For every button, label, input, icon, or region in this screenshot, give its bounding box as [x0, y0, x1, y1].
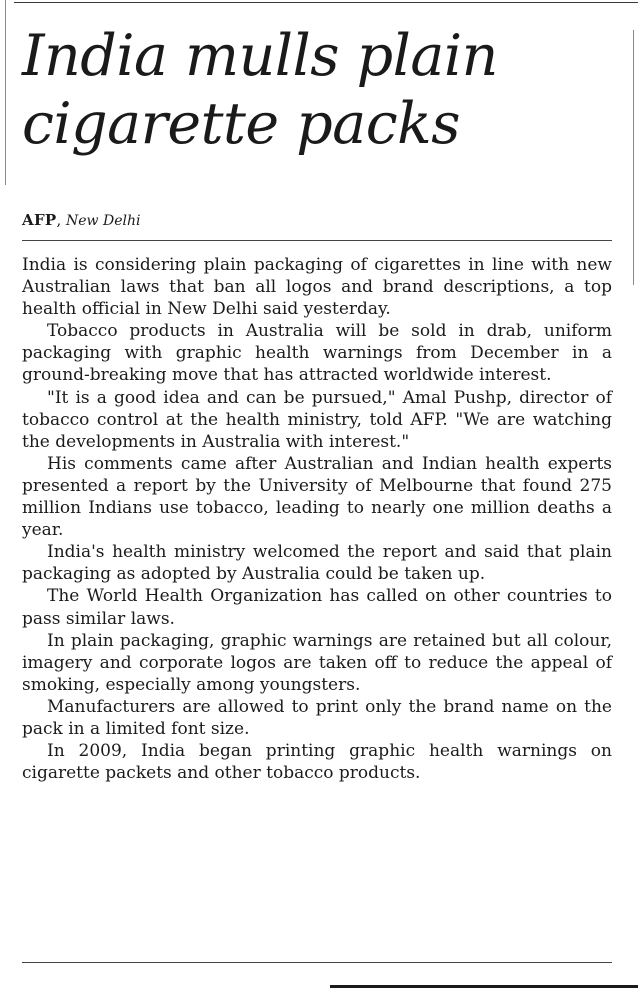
paragraph-6: The World Health Organization has called on other countries to pass similar laws. — [22, 586, 612, 629]
byline-divider — [22, 240, 612, 241]
paragraph-8: Manufacturers are allowed to print only the brand name on the pack in a limited font size. — [22, 696, 612, 739]
paragraph-2: Tobacco products in Australia will be sold in drab, uniform packaging with graphic health warnings from December in a ground-breaking move that has attracted worldwide interest. — [22, 321, 612, 386]
paragraph-7: In plain packaging, graphic warnings are retained but all colour, imagery and corporate logos are taken off to reduce the appeal of smoking, especially among youngsters. — [22, 630, 612, 695]
left-column-rule — [5, 0, 6, 185]
article-body — [22, 254, 612, 784]
paragraph-9: In 2009, India began printing graphic health warnings on cigarette packets and other tobacco products. — [22, 741, 612, 784]
byline-location: New Delhi — [66, 213, 141, 229]
bottom-bar — [330, 985, 638, 988]
bottom-divider — [22, 962, 612, 963]
paragraph-5: India's health ministry welcomed the report and said that plain packaging as adopted by Australia could be taken up. — [22, 542, 612, 585]
paragraph-1: India is considering plain packaging of cigarettes in line with new Australian laws that ban all logos and brand descriptions, a top health official in New Delhi said yesterday. — [22, 255, 612, 320]
headline: India mulls plain cigarette packs — [22, 23, 498, 157]
byline-separator: , — [56, 211, 67, 229]
byline-agency: AFP — [22, 211, 57, 229]
byline — [22, 210, 140, 231]
paragraph-3: "It is a good idea and can be pursued," Amal Pushp, director of tobacco control at the health ministry, told AFP. "We are watching the developments in Australia with interest." — [22, 387, 612, 452]
paragraph-4: His comments came after Australian and Indian health experts presented a report by the University of Melbourne that found 275 million Indians use tobacco, leading to nearly one million deaths a year. — [22, 453, 612, 541]
top-rule — [14, 2, 638, 3]
